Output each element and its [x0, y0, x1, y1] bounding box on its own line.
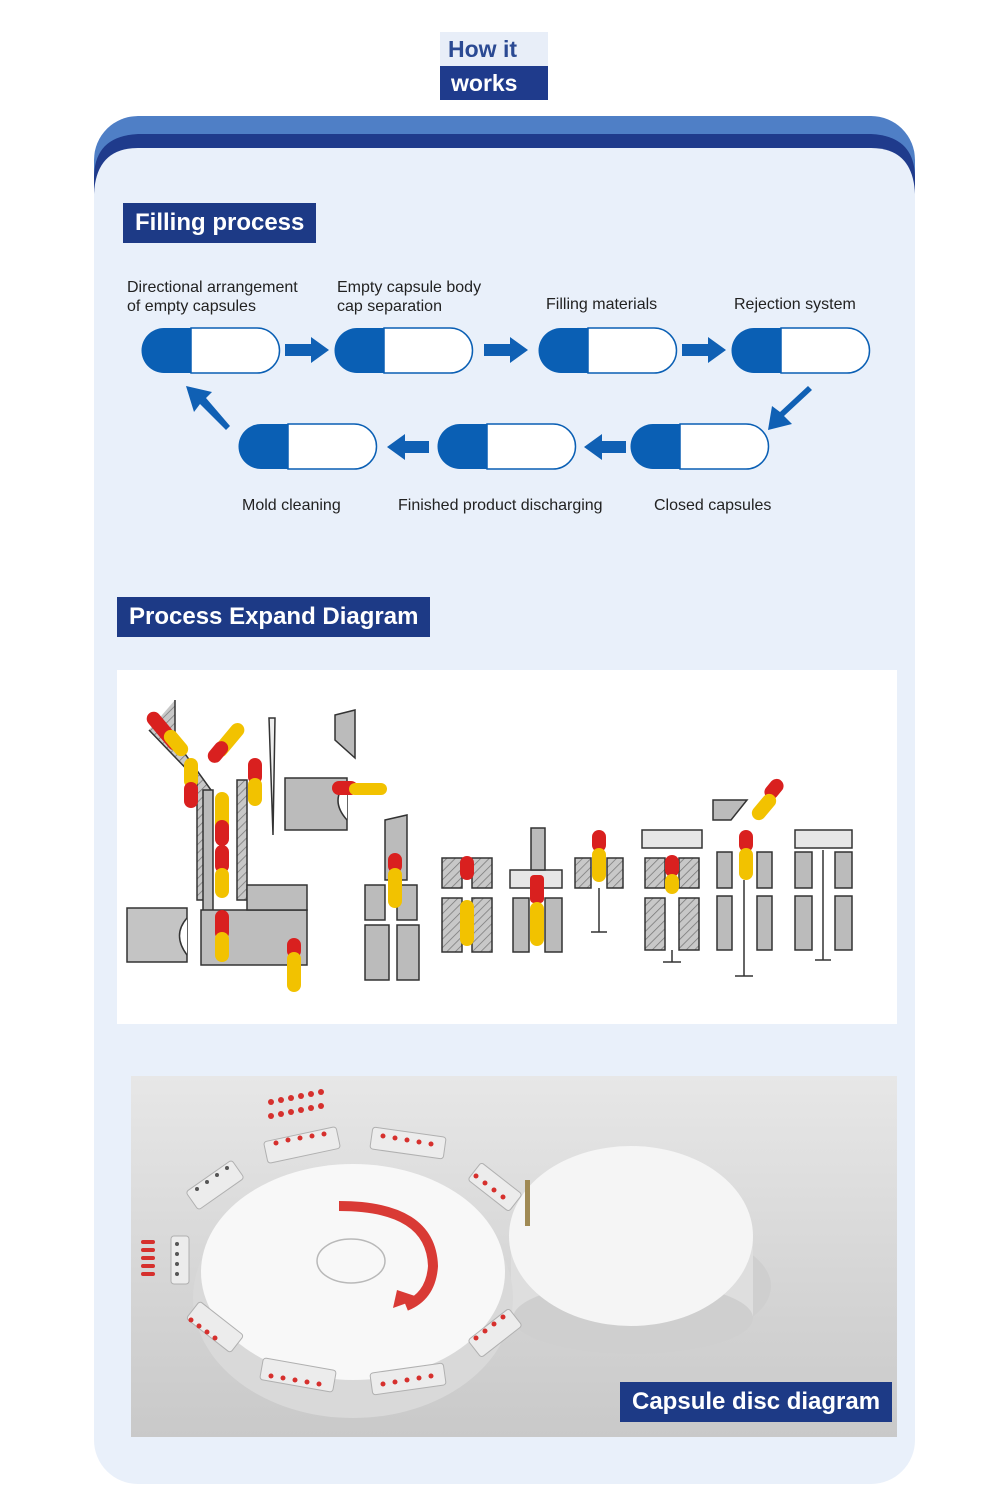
step-label-directional-arrangement: Directional arrangement of empty capsules: [127, 279, 298, 315]
page-heading: [440, 32, 548, 100]
step-label-cap-separation: Empty capsule body cap separation: [337, 279, 482, 315]
arrow-left-icon: [387, 434, 429, 460]
process-expand-diagram: [117, 670, 897, 1024]
step-label-finished-discharging: Finished product discharging: [398, 497, 603, 514]
arrow-left-icon: [584, 434, 626, 460]
process-schematic: [117, 670, 897, 1024]
capsule-icon: [334, 327, 474, 374]
capsule-icon: [437, 423, 577, 470]
arrow-up-left-icon: [186, 386, 230, 430]
heading-line-2: works: [440, 66, 548, 100]
capsule-icon: [731, 327, 871, 374]
capsule-disc-title: Capsule disc diagram: [620, 1382, 892, 1422]
filling-process-title: Filling process: [123, 203, 316, 243]
arrow-right-icon: [285, 337, 329, 363]
arrow-right-icon: [484, 337, 528, 363]
arrow-right-icon: [682, 337, 726, 363]
heading-line-1: How it: [440, 32, 548, 66]
step-label-rejection-system: Rejection system: [734, 296, 856, 313]
capsule-icon: [238, 423, 378, 470]
step-label-filling-materials: Filling materials: [546, 296, 658, 313]
process-expand-title: Process Expand Diagram: [117, 597, 430, 637]
capsule-icon: [141, 327, 281, 374]
step-label-closed-capsules: Closed capsules: [654, 497, 772, 514]
step-label-mold-cleaning: Mold cleaning: [242, 497, 341, 514]
arrow-down-left-icon: [766, 386, 812, 430]
capsule-icon: [538, 327, 678, 374]
capsule-icon: [630, 423, 770, 470]
